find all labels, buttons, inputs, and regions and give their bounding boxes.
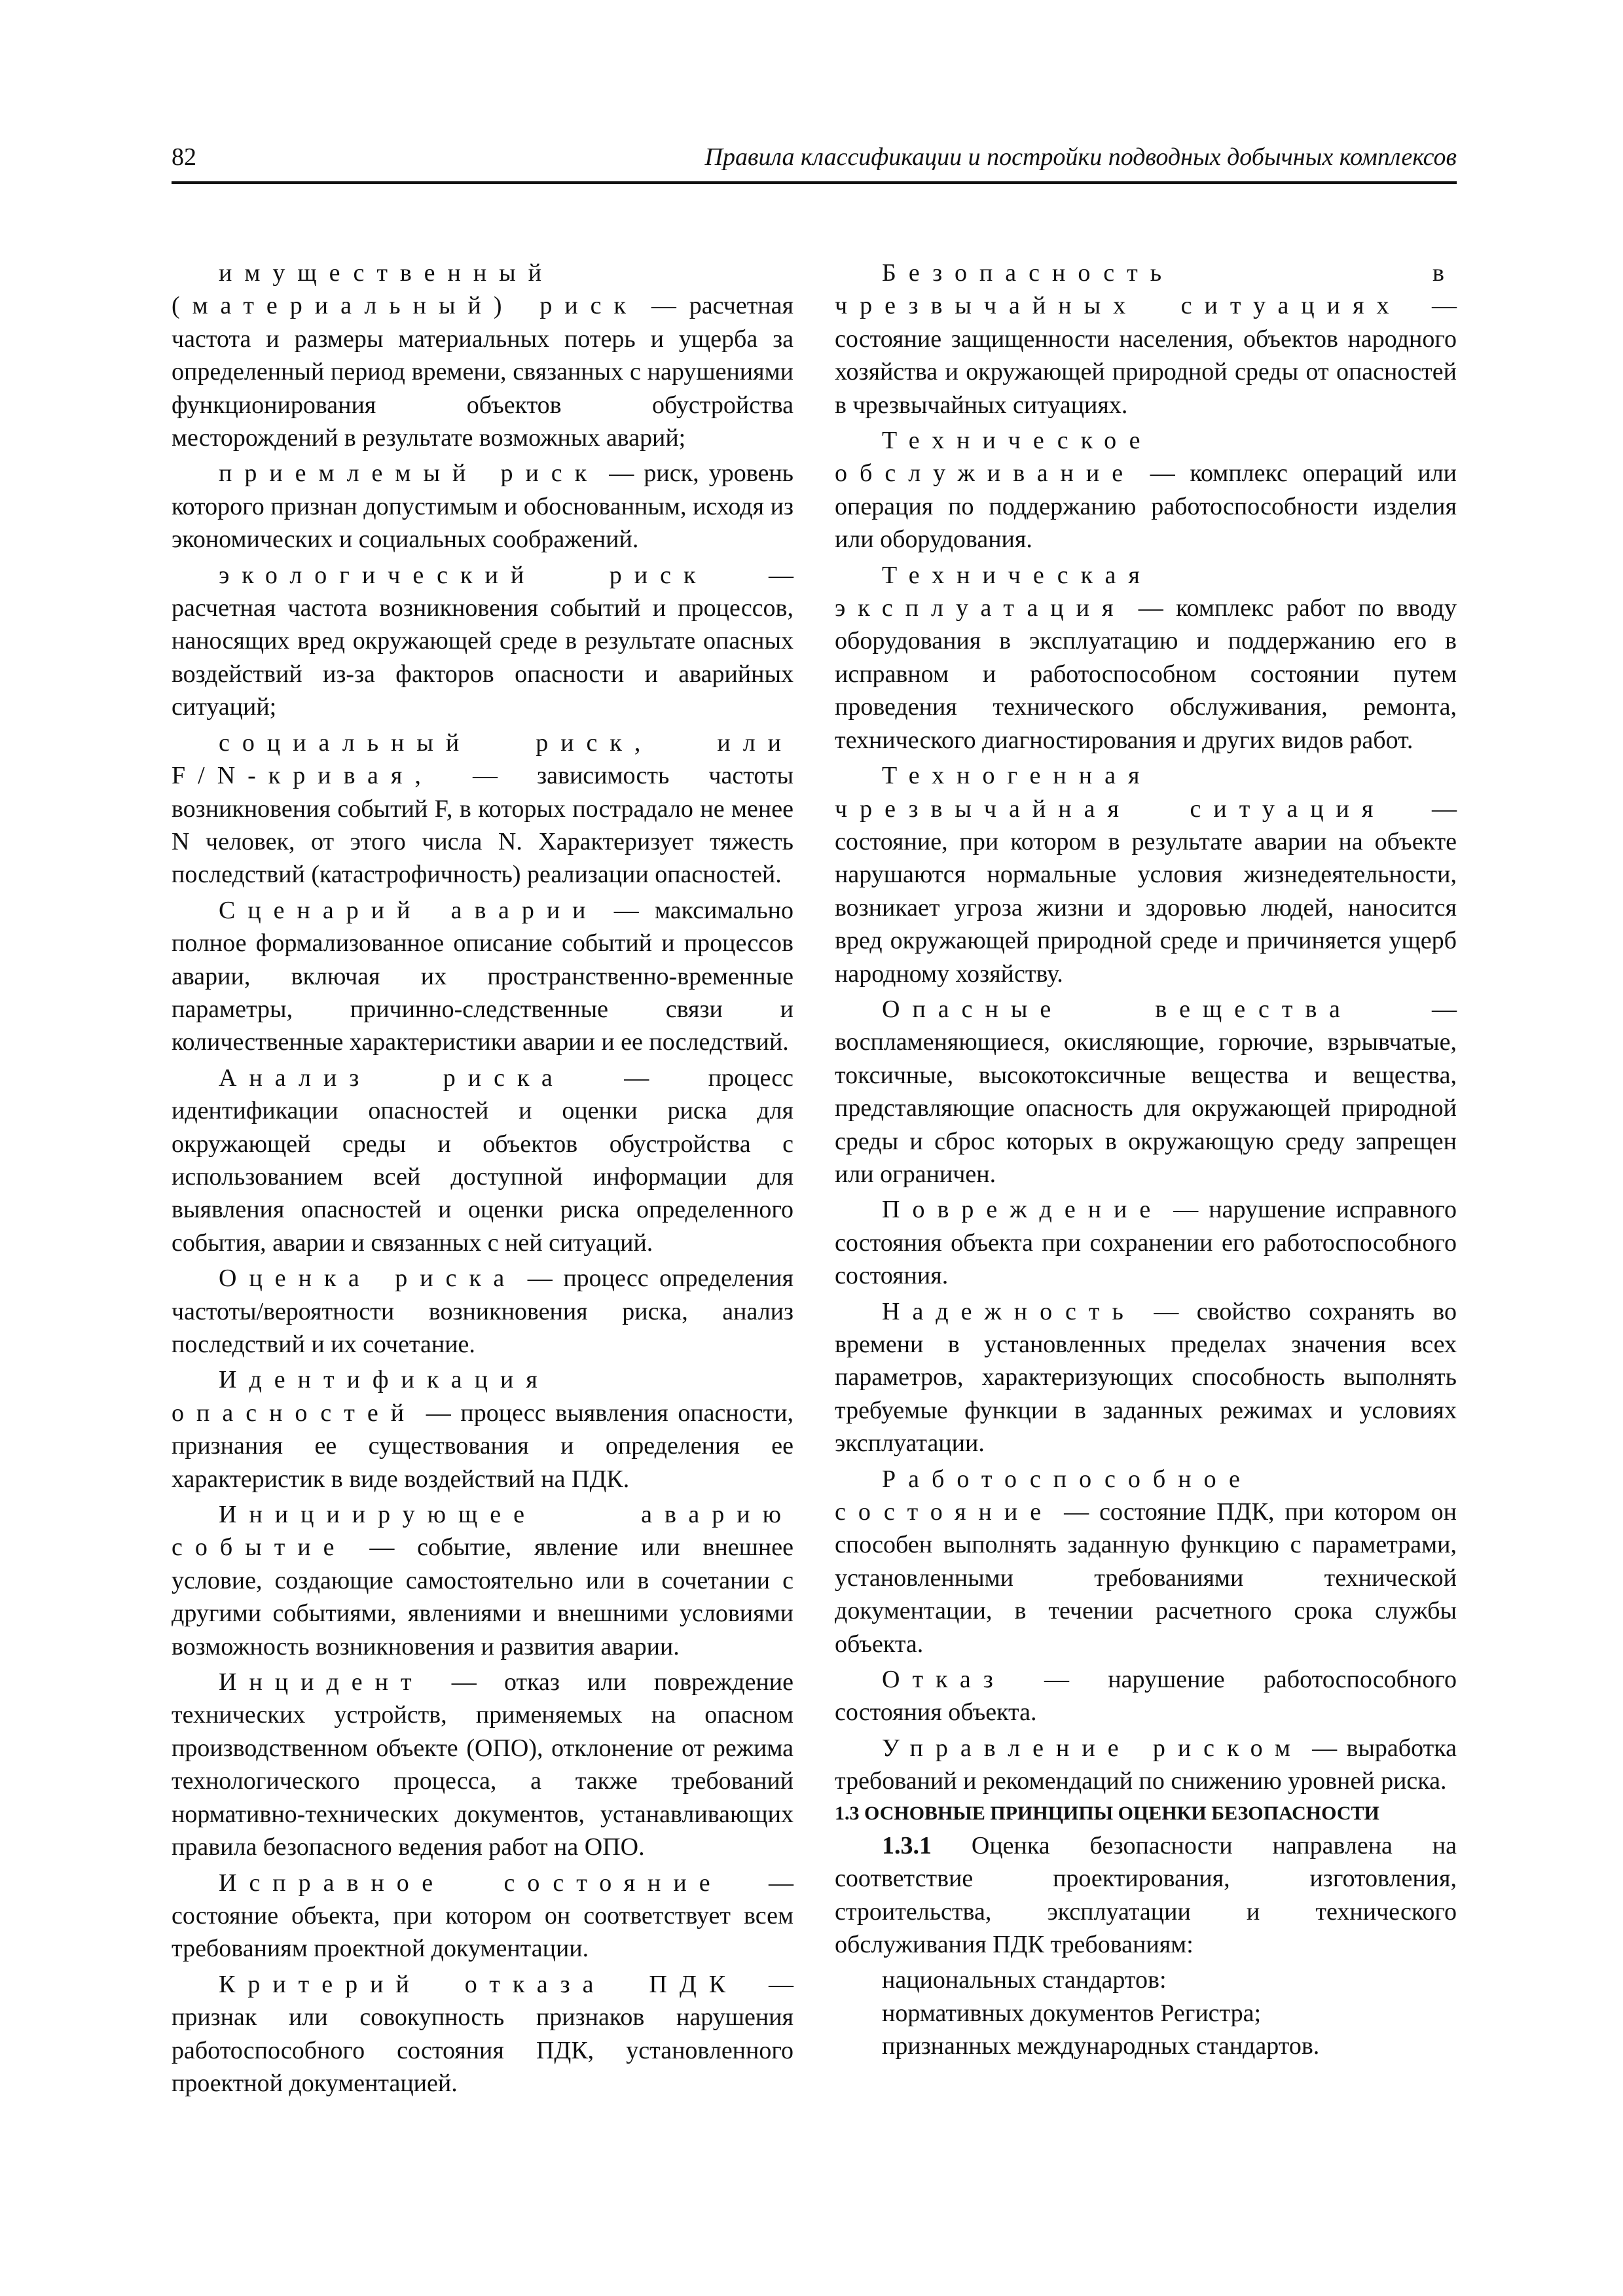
definition-term: Техногенная чрезвычайная ситуация [835,762,1386,823]
section-title: 1.3 ОСНОВНЫЕ ПРИНЦИПЫ ОЦЕНКИ БЕЗОПАСНОСТИ [835,1802,1379,1824]
definition-text: — свойство сохранять во времени в установленных пределах значения всех параметров, характеризующих способность выполнять требуемые функции в заданных режимах и условиях эксплуатации. [835,1297,1457,1458]
definition-text: — признак или совокупность признаков нарушения работоспособного состояния ПДК, установленного проектной документацией. [172,1970,793,2097]
definition-term: Сценарий аварии [219,896,598,924]
definition-paragraph [172,1867,793,1965]
definition-paragraph [835,1463,1457,1660]
definition-paragraph [172,1262,793,1361]
definition-term: Идентификация опасностей [172,1366,550,1427]
definition-term: Исправное состояние [219,1869,723,1897]
clause-number: 1.3.1 [882,1831,932,1859]
clause-paragraph [835,1829,1457,1962]
definition-text: — состояние защищенности населения, объектов народного хозяйства и окружающей природной среды от опасностей в чрезвычайных ситуациях. [835,292,1457,419]
definition-term: социальный риск, или F/N-кривая, [172,728,793,790]
definition-paragraph [172,894,793,1059]
definition-paragraph [172,1363,793,1496]
definition-term: экологический риск [219,561,708,589]
left-column [172,257,793,2102]
definition-text: — комплекс операций или операция по поддержанию работоспособности изделия или оборудования. [835,459,1457,554]
definition-paragraph [172,457,793,556]
definition-paragraph [172,1666,793,1863]
definition-paragraph [835,559,1457,757]
definition-term: Инцидент [219,1668,424,1696]
definition-paragraph [835,1193,1457,1292]
definition-paragraph [172,726,793,891]
definition-paragraph [172,1968,793,2100]
definition-paragraph [835,759,1457,990]
definition-paragraph [835,1295,1457,1460]
definition-text: — отказ или повреждение технических устройств, применяемых на опасном производственном объекте (ОПО), отклонение от режима технологического процесса, а также требований нормативно-технических документов, устанавливающих правила безопасного ведения работ на ОПО. [172,1668,793,1861]
definition-text: — комплекс работ по вводу оборудования в эксплуатацию и поддержанию его в исправном и работоспособном состоянии путем проведения технического обслуживания, ремонта, технического диагностирования и других видов работ. [835,594,1457,754]
definition-term: Техническое обслуживание [835,427,1153,488]
definition-paragraph [172,1062,793,1259]
running-title: Правила классификации и постройки подводных добычных комплексов [704,143,1457,171]
definition-text: — расчетная частота возникновения событий и процессов, наносящих вред окружающей среде в результате опасных воздействий из-за факторов опасности и аварийных ситуаций; [172,561,793,721]
definition-text: — процесс выявления опасности, признания ее существования и определения ее характеристик в виде воздействий на ПДК. [172,1399,793,1493]
definition-text: — расчетная частота и размеры материальных потерь и ущерба за определенный период времени, связанных с нарушениями функционирования объектов обустройства месторождений в результате возможных аварий; [172,292,793,452]
definition-term: Оценка риска [219,1265,517,1293]
definition-text: — состояние объекта, при котором он соответствует всем требованиям проектной документации. [172,1869,794,1963]
definition-term: Работоспособное состояние [835,1465,1252,1526]
list-item: нормативных документов Регистра; [882,1999,1262,2027]
definition-term: Управление риском [882,1734,1303,1762]
definition-term: Критерий отказа ПДК [219,1970,739,1998]
definition-text: — процесс идентификации опасностей и оценки риска для окружающей среды и объектов обустройства с использованием всей доступной информации для выявления опасностей и оценки риска определенного события, аварии и связанных с ней ситуаций. [172,1064,794,1257]
definition-term: Безопасность в чрезвычайных ситуациях [835,259,1457,320]
definition-term: Инициирующее аварию событие [172,1501,793,1562]
definition-paragraph [172,1498,793,1663]
definition-text: — зависимость частоты возникновения событий F, в которых пострадало не менее N человек, от этого числа N. Характеризует тяжесть последствий (катастрофичность) реализации опасностей. [172,762,793,889]
definition-paragraph [835,257,1457,422]
definition-paragraph [835,993,1457,1191]
right-column [835,257,1457,2063]
definition-paragraph [835,1732,1457,1798]
definition-term: Анализ риска [219,1064,565,1092]
definition-paragraph [172,559,793,724]
page-number: 82 [172,143,196,171]
list-item: признанных международных стандартов. [882,2032,1320,2060]
definition-term: приемлемый риск [219,459,600,488]
definition-text: — максимально полное формализованное описание событий и процессов аварии, включая их пространственно-временные параметры, причинно-следственные связи и количественные характеристики аварии и ее последствий. [172,896,793,1056]
definition-term: Надежность [882,1297,1136,1325]
page-header [172,141,1457,184]
definition-text: — состояние, при котором в результате аварии на объекте нарушаются нормальные условия жизнедеятельности, возникает угроза жизни и здоровью людей, наносится вред окружающей природной среде и причиняется ущерб народному хозяйству. [835,795,1457,988]
definition-paragraph [835,424,1457,556]
definition-text: — процесс определения частоты/вероятности возникновения риска, анализ последствий и их сочетание. [172,1265,793,1358]
definition-text: — выработка требований и рекомендаций по снижению уровней риска. [835,1734,1457,1795]
definition-term: имущественный (материальный) риск [172,259,639,320]
definition-term: Повреждение [882,1196,1163,1224]
definition-term: Опасные вещества [882,995,1353,1023]
definition-text: — событие, явление или внешнее условие, создающие самостоятельно или в сочетании с другими событиями, явлениями и внешними условиями возможность возникновения и развития аварии. [172,1534,793,1660]
definition-text: — нарушение работоспособного состояния объекта. [835,1666,1457,1727]
definition-text: — состояние ПДК, при котором он способен выполнять заданную функцию с параметрами, установленными требованиями технической документации, в течении расчетного срока службы объекта. [835,1498,1457,1658]
definition-text: — воспламеняющиеся, окисляющие, горючие, взрывчатые, токсичные, высокотоксичные вещества и вещества, представляющие опасность для окружающей природной среды и сброс которых в окружающую среду запрещен или ограничен. [835,995,1457,1188]
definition-text: — нарушение исправного состояния объекта при сохранении его работоспособного состояния. [835,1196,1457,1290]
list-item: национальных стандартов: [882,1966,1167,1994]
clause-text: Оценка безопасности направлена на соответствие проектирования, изготовления, строительства, эксплуатации и технического обслуживания ПДК требованиям: [835,1831,1457,1958]
definition-term: Техническая эксплуатация [835,561,1152,622]
definition-term: Отказ [882,1666,1006,1694]
definition-paragraph [835,1663,1457,1729]
definition-paragraph [172,257,793,454]
definition-text: — риск, уровень которого признан допустимым и обоснованным, исходя из экономических и социальных соображений. [172,459,793,554]
